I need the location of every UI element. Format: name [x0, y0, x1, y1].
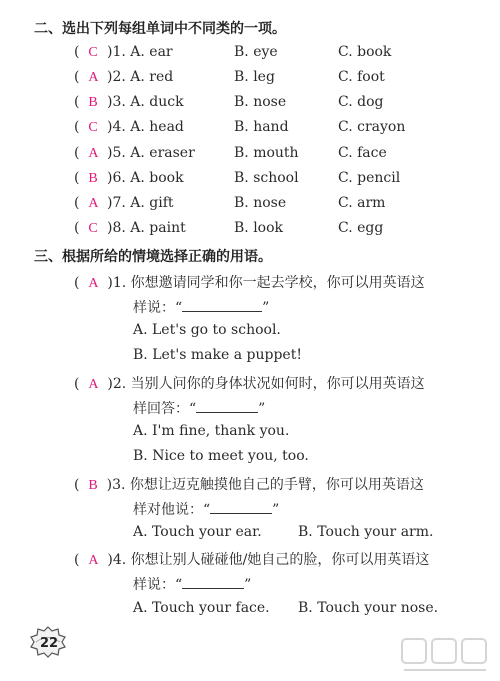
- option-c: C. dog: [338, 94, 384, 110]
- answer-mark: A: [88, 377, 99, 392]
- question-2-line-1: ( A )2. 当别人问你的身体状况如何时，你可以用英语这: [74, 376, 425, 392]
- option-b: B. look: [234, 220, 284, 236]
- answer-blank[interactable]: [182, 576, 244, 589]
- page-number: 22: [40, 636, 59, 651]
- option-c: C. crayon: [338, 119, 406, 135]
- option-b: B. school: [234, 170, 299, 186]
- question-1-line-1: ( A )1. 你想邀请同学和你一起去学校，你可以用英语这: [74, 275, 425, 291]
- question-2-line-2: 样回答：“ ”: [133, 401, 266, 417]
- question-3-option-a: A. Touch your ear.: [133, 524, 262, 540]
- option-a: )7. A. gift: [107, 195, 174, 211]
- option-b: B. hand: [234, 119, 289, 135]
- question-3-option-b: B. Touch your arm.: [298, 524, 434, 540]
- answer-mark: C: [88, 221, 98, 236]
- answer-mark: B: [88, 171, 98, 186]
- option-a: )5. A. eraser: [107, 145, 195, 161]
- option-a: )6. A. book: [107, 170, 184, 186]
- question-2-option-a: A. I'm fine, thank you.: [133, 423, 290, 439]
- answer-blank[interactable]: [210, 501, 272, 514]
- answer-mark: A: [88, 276, 99, 291]
- worksheet-page: 二、选出下列每组单词中不同类的一项。 ( C )1. A. ear B. eye C. book ( A )2. A. red B. leg C. foot ( B )3. A. duck B. nose C. dog ( C )4. A. head B. hand C. crayon ( A )5. A. eraser B. mouth C. face ( B )6. A. book B. school C. pencil ( A )7. A. gift B. nose C. arm ( C )8. A. paint B. look C. egg 三、根据所给的情境选择正确的用语。 ( A )1. 你想邀请同学和你一起去学校，你可以用英语这 样说：“ ” A. Let's go to school. B. Let's make a puppet! ( A )2. 当别人问你的身体状况如何时，你可以用英语这 样回答：“ ” A. I'm fine, thank you. B. Nice to meet you, too. ( B )3. 你想让迈克触摸他自己的手臂，你可以用英语这 样对他说：“ ” A. Touch your ear. B. Touch your arm. ( A )4. 你想让别人碰碰他/她自己的脸，你可以用英语这 样说：“ ” A. Touch your face. B. Touch your nose. 22: [0, 0, 500, 681]
- section-2-title: 二、选出下列每组单词中不同类的一项。: [34, 21, 286, 37]
- answer-mark: C: [88, 120, 98, 135]
- option-b: B. leg: [234, 69, 275, 85]
- option-a: )3. A. duck: [107, 94, 184, 110]
- question-2-option-b: B. Nice to meet you, too.: [133, 448, 309, 464]
- option-a: )8. A. paint: [107, 220, 186, 236]
- option-c: C. foot: [338, 69, 385, 85]
- option-c: C. pencil: [338, 170, 401, 186]
- option-b: B. nose: [234, 195, 287, 211]
- section-3-title: 三、根据所给的情境选择正确的用语。: [34, 249, 272, 265]
- answer-mark: C: [88, 45, 98, 60]
- question-4-option-a: A. Touch your face.: [133, 600, 270, 616]
- answer-blank[interactable]: [182, 299, 262, 312]
- option-b: B. nose: [234, 94, 287, 110]
- question-3-line-1: ( B )3. 你想让迈克触摸他自己的手臂，你可以用英语这: [74, 477, 424, 493]
- option-a: )1. A. ear: [107, 44, 173, 60]
- question-4-option-b: B. Touch your nose.: [298, 600, 439, 616]
- question-1-option-a: A. Let's go to school.: [133, 322, 281, 338]
- question-4-line-2: 样说：“ ”: [133, 577, 252, 593]
- option-a: )4. A. head: [107, 119, 184, 135]
- answer-blank[interactable]: [196, 400, 258, 413]
- option-c: C. book: [338, 44, 392, 60]
- answer-mark: B: [88, 95, 98, 110]
- answer-mark: A: [88, 553, 99, 568]
- option-b: B. eye: [234, 44, 278, 60]
- option-c: C. egg: [338, 220, 384, 236]
- option-b: B. mouth: [234, 145, 299, 161]
- answer-mark: A: [88, 146, 99, 161]
- question-1-line-2: 样说：“ ”: [133, 300, 270, 316]
- question-4-line-1: ( A )4. 你想让别人碰碰他/她自己的脸，你可以用英语这: [74, 552, 430, 568]
- answer-mark: A: [88, 70, 99, 85]
- answer-mark: B: [88, 478, 98, 493]
- question-3-line-2: 样对他说：“ ”: [133, 502, 280, 518]
- answer-mark: A: [88, 196, 99, 211]
- option-a: )2. A. red: [107, 69, 174, 85]
- option-c: C. arm: [338, 195, 386, 211]
- watermark-icon: [400, 635, 490, 675]
- question-1-option-b: B. Let's make a puppet!: [133, 347, 302, 363]
- option-c: C. face: [338, 145, 387, 161]
